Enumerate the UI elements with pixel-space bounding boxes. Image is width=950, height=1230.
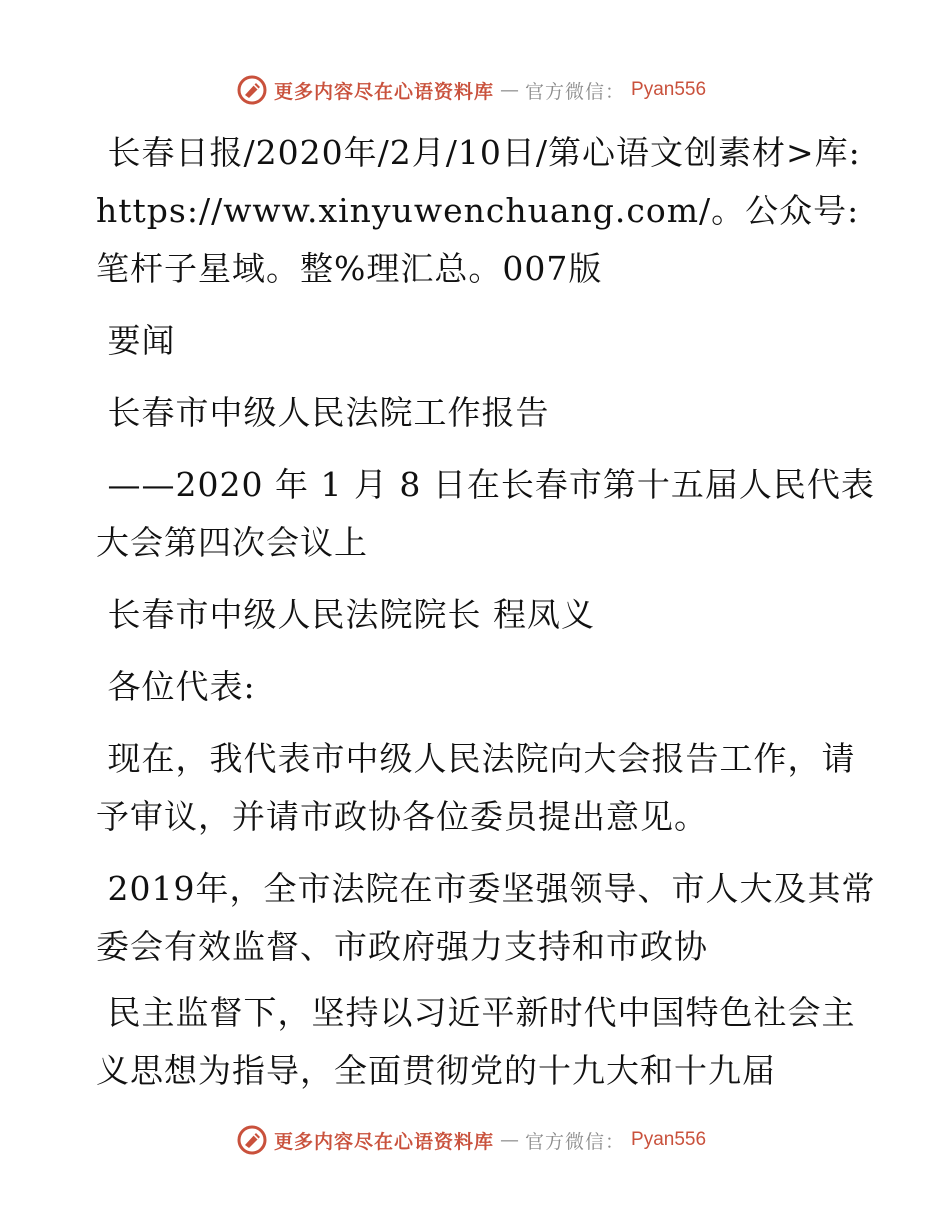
watermark-wechat-id: Pyan556 (631, 79, 707, 100)
watermark-footer (236, 1124, 706, 1156)
watermark-text: 更多内容尽在心语资料库 (274, 80, 495, 103)
brand-logo-icon (236, 74, 268, 106)
brand-logo-icon (236, 1124, 268, 1156)
document-body (96, 124, 876, 1114)
watermark-official-label: 官方微信： (525, 80, 626, 103)
paragraph-source: 长春日报/2020年/2月/10日/第心语文创素材>库: https://www.xinyuwenchuang.com/。公众号: 笔杆子星域。整%理汇总。007版 (96, 133, 873, 288)
watermark-dash: — (500, 1129, 520, 1151)
watermark-header (236, 74, 706, 106)
watermark-wechat-id: Pyan556 (631, 1129, 707, 1150)
report-subtitle: ——2020 年 1 月 8 日在长春市第十五届人民代表大会第四次会议上 (96, 465, 875, 562)
paragraph-section: 要闻 (96, 321, 176, 360)
watermark-text: 更多内容尽在心语资料库 (274, 1130, 495, 1153)
watermark-official-label: 官方微信： (525, 1130, 626, 1153)
paragraph-body: 2019年，全市法院在市委坚强领导、市人大及其常委会有效监督、市政府强力支持和市政协 (96, 869, 876, 966)
paragraph-body: 民主监督下，坚持以习近平新时代中国特色社会主义思想为指导，全面贯彻党的十九大和十九届 (96, 993, 856, 1090)
paragraph-body: 现在，我代表市中级人民法院向大会报告工作，请予审议，并请市政协各位委员提出意见。 (96, 739, 856, 836)
report-title: 长春市中级人民法院工作报告 (96, 393, 550, 432)
report-author: 长春市中级人民法院院长 程凤义 (96, 595, 595, 634)
paragraph-salutation: 各位代表: (96, 667, 256, 706)
watermark-dash: — (500, 79, 520, 101)
